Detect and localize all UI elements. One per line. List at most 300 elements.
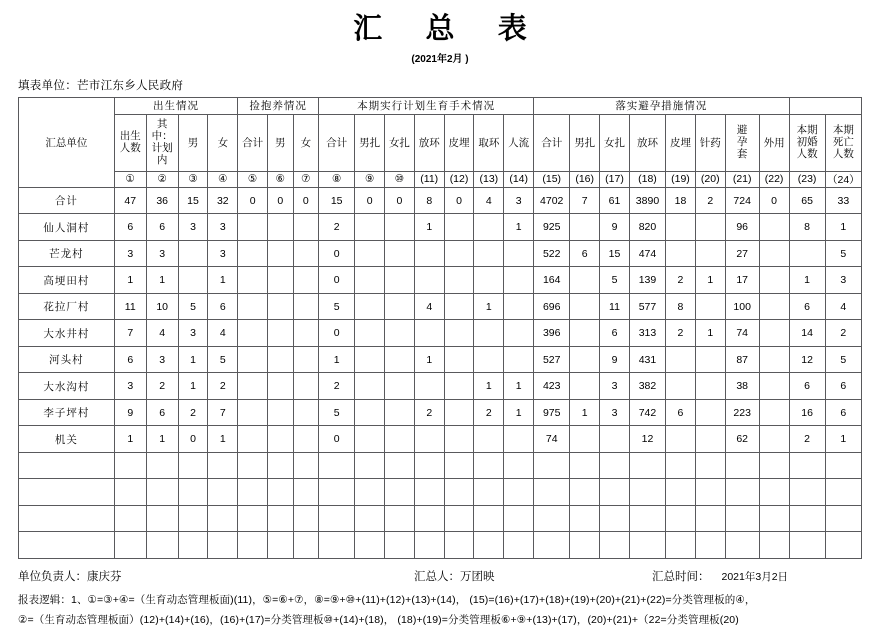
cell-r12-c6 [268,479,294,506]
cell-r6-c8: 0 [319,320,355,347]
cell-r5-c16 [570,293,600,320]
cell-r10-c20 [695,426,725,453]
cell-r13-c1 [114,505,146,532]
cell-r11-c2 [146,452,178,479]
cell-r1-c23: 65 [789,187,825,214]
col-header-21: 避 孕 套 [725,114,759,171]
cell-r3-c3 [178,240,208,267]
cell-r11-c16 [570,452,600,479]
cell-r3-c7 [293,240,319,267]
cell-r12-c21 [725,479,759,506]
cell-r10-c1: 1 [114,426,146,453]
cell-r14-c24 [825,532,861,559]
cell-r5-c20 [695,293,725,320]
cell-r6-c1: 7 [114,320,146,347]
cell-r10-c24: 1 [825,426,861,453]
cell-r2-c17: 9 [600,214,630,241]
cell-r6-c7 [293,320,319,347]
cell-r8-c3: 1 [178,373,208,400]
table-row [19,399,862,426]
cell-r6-c18: 313 [629,320,665,347]
cell-r14-c20 [695,532,725,559]
cell-r2-c8: 2 [319,214,355,241]
cell-r6-c23: 14 [789,320,825,347]
cell-r4-c18: 139 [629,267,665,294]
col-header-20: 针药 [695,114,725,171]
cell-r4-c1: 1 [114,267,146,294]
cell-r13-c19 [666,505,696,532]
cell-r4-c11 [414,267,444,294]
compile-date-value: 2021年3月2日 [721,570,789,583]
cell-r1-c17: 61 [600,187,630,214]
table-row [19,373,862,400]
cell-r10-c10 [385,426,415,453]
col-number-19: (19) [666,171,696,187]
cell-r1-c9: 0 [355,187,385,214]
col-header-1: 出生 人数 [114,114,146,171]
cell-r14-c6 [268,532,294,559]
cell-r9-c19: 6 [666,399,696,426]
col-header-2: 其 中： 计划 内 [146,114,178,171]
cell-r7-c1: 6 [114,346,146,373]
col-number-13: (13) [474,171,504,187]
cell-r1-c2: 36 [146,187,178,214]
cell-r4-c23: 1 [789,267,825,294]
cell-r12-c5 [238,479,268,506]
cell-r7-c23: 12 [789,346,825,373]
cell-r2-c13 [474,214,504,241]
cell-r13-c3 [178,505,208,532]
cell-r10-c3: 0 [178,426,208,453]
cell-r14-c8 [319,532,355,559]
cell-r14-c5 [238,532,268,559]
cell-r13-c9 [355,505,385,532]
col-header-15: 合计 [534,114,570,171]
table-row [19,240,862,267]
cell-r3-c20 [695,240,725,267]
cell-r13-c8 [319,505,355,532]
cell-r4-c6 [268,267,294,294]
cell-r7-c17: 9 [600,346,630,373]
page-title: 汇 总 表 [353,13,545,45]
cell-r11-c22 [759,452,789,479]
cell-r4-c15: 164 [534,267,570,294]
row-label: 高埂田村 [19,267,115,294]
row-label: 花拉厂村 [19,293,115,320]
compile-date-label: 汇总时间： [652,570,710,583]
cell-r11-c6 [268,452,294,479]
cell-r10-c6 [268,426,294,453]
cell-r13-c16 [570,505,600,532]
cell-r5-c5 [238,293,268,320]
cell-r3-c22 [759,240,789,267]
cell-r11-c1 [114,452,146,479]
cell-r1-c18: 3890 [629,187,665,214]
cell-r11-c11 [414,452,444,479]
cell-r4-c10 [385,267,415,294]
cell-r8-c20 [695,373,725,400]
cell-r6-c2: 4 [146,320,178,347]
table-row [19,214,862,241]
cell-r1-c22: 0 [759,187,789,214]
cell-r8-c21: 38 [725,373,759,400]
cell-r8-c18: 382 [629,373,665,400]
cell-r10-c13 [474,426,504,453]
cell-r8-c7 [293,373,319,400]
cell-r14-c4 [208,532,238,559]
cell-r5-c23: 6 [789,293,825,320]
cell-r14-c3 [178,532,208,559]
cell-r1-c5: 0 [238,187,268,214]
cell-r7-c24: 5 [825,346,861,373]
cell-r3-c15: 522 [534,240,570,267]
cell-r12-c9 [355,479,385,506]
cell-r8-c22 [759,373,789,400]
table-row [19,346,862,373]
row-label [19,479,115,506]
cell-r10-c2: 1 [146,426,178,453]
cell-r5-c12 [444,293,474,320]
col-number-3: ③ [178,171,208,187]
compiler-label: 汇总人： [414,570,460,583]
cell-r14-c12 [444,532,474,559]
cell-r3-c12 [444,240,474,267]
cell-r3-c6 [268,240,294,267]
cell-r12-c16 [570,479,600,506]
cell-r4-c8: 0 [319,267,355,294]
filler-unit-line [18,77,880,93]
cell-r10-c5 [238,426,268,453]
cell-r9-c14: 1 [504,399,534,426]
cell-r3-c1: 3 [114,240,146,267]
cell-r2-c19 [666,214,696,241]
cell-r6-c4: 4 [208,320,238,347]
cell-r1-c8: 15 [319,187,355,214]
cell-r7-c18: 431 [629,346,665,373]
cell-r4-c22 [759,267,789,294]
group-header-3: 本期实行计划生育手术情况 [319,97,534,114]
cell-r7-c13 [474,346,504,373]
cell-r7-c12 [444,346,474,373]
cell-r13-c17 [600,505,630,532]
col-header-6: 男 [268,114,294,171]
cell-r1-c19: 18 [666,187,696,214]
cell-r5-c11: 4 [414,293,444,320]
cell-r7-c16 [570,346,600,373]
cell-r10-c17 [600,426,630,453]
cell-r5-c8: 5 [319,293,355,320]
cell-r4-c21: 17 [725,267,759,294]
cell-r2-c22 [759,214,789,241]
cell-r9-c9 [355,399,385,426]
cell-r2-c12 [444,214,474,241]
col-number-4: ④ [208,171,238,187]
cell-r4-c7 [293,267,319,294]
col-number-23: (23) [789,171,825,187]
cell-r12-c18 [629,479,665,506]
cell-r13-c21 [725,505,759,532]
table-container [18,97,862,559]
col-header-13: 取环 [474,114,504,171]
cell-r4-c19: 2 [666,267,696,294]
cell-r4-c3 [178,267,208,294]
col-number-5: ⑤ [238,171,268,187]
cell-r3-c21: 27 [725,240,759,267]
cell-r6-c3: 3 [178,320,208,347]
cell-r12-c10 [385,479,415,506]
cell-r2-c9 [355,214,385,241]
group-header-1: 出生情况 [114,97,237,114]
row-label [19,532,115,559]
cell-r3-c17: 15 [600,240,630,267]
cell-r10-c9 [355,426,385,453]
col-header-17: 女扎 [600,114,630,171]
cell-r1-c14: 3 [504,187,534,214]
cell-r11-c9 [355,452,385,479]
col-number-12: (12) [444,171,474,187]
cell-r8-c17: 3 [600,373,630,400]
footer-note-line-2: ②=（生育动态管理板面）(12)+(14)+(16)，(16)+(17)=分类管理板⑩+(14)+(18)， (18)+(19)=分类管理板⑥+⑨+(13)+(17)，(20)+(21)+（22=分类管理板(20) [18,614,739,627]
cell-r9-c1: 9 [114,399,146,426]
footer-notes [18,590,862,631]
cell-r10-c22 [759,426,789,453]
cell-r13-c7 [293,505,319,532]
cell-r3-c24: 5 [825,240,861,267]
cell-r4-c24: 3 [825,267,861,294]
col-header-23: 本期 初婚 人数 [789,114,825,171]
col-number-1: ① [114,171,146,187]
cell-r4-c16 [570,267,600,294]
row-label [19,505,115,532]
cell-r7-c11: 1 [414,346,444,373]
cell-r1-c13: 4 [474,187,504,214]
cell-r9-c10 [385,399,415,426]
cell-r5-c6 [268,293,294,320]
cell-r14-c1 [114,532,146,559]
cell-r11-c8 [319,452,355,479]
cell-r2-c23: 8 [789,214,825,241]
cell-r1-c1: 47 [114,187,146,214]
cell-r10-c14 [504,426,534,453]
row-label: 仙人洞村 [19,214,115,241]
row-label: 机关 [19,426,115,453]
col-header-5: 合计 [238,114,268,171]
cell-r6-c9 [355,320,385,347]
cell-r2-c15: 925 [534,214,570,241]
row-label: 大水沟村 [19,373,115,400]
cell-r13-c12 [444,505,474,532]
cell-r12-c13 [474,479,504,506]
cell-r2-c3: 3 [178,214,208,241]
cell-r13-c24 [825,505,861,532]
responsible-person-value: 康庆芬 [87,570,122,583]
cell-r10-c19 [666,426,696,453]
cell-r8-c14: 1 [504,373,534,400]
summary-table [18,97,862,559]
col-number-17: (17) [600,171,630,187]
cell-r14-c23 [789,532,825,559]
cell-r10-c7 [293,426,319,453]
cell-r6-c17: 6 [600,320,630,347]
cell-r5-c2: 10 [146,293,178,320]
col-header-3: 男 [178,114,208,171]
cell-r9-c21: 223 [725,399,759,426]
responsible-person [18,568,122,584]
cell-r4-c20: 1 [695,267,725,294]
cell-r6-c14 [504,320,534,347]
cell-r8-c5 [238,373,268,400]
cell-r6-c12 [444,320,474,347]
cell-r8-c11 [414,373,444,400]
cell-r1-c4: 32 [208,187,238,214]
table-row [19,320,862,347]
cell-r11-c5 [238,452,268,479]
cell-r1-c24: 33 [825,187,861,214]
cell-r10-c11 [414,426,444,453]
cell-r5-c3: 5 [178,293,208,320]
table-head [19,97,862,187]
cell-r1-c6: 0 [268,187,294,214]
cell-r10-c18: 12 [629,426,665,453]
cell-r8-c24: 6 [825,373,861,400]
cell-r7-c22 [759,346,789,373]
cell-r8-c15: 423 [534,373,570,400]
cell-r14-c13 [474,532,504,559]
cell-r13-c5 [238,505,268,532]
group-header-row [19,97,862,114]
compiler-value: 万团映 [460,570,495,583]
col-header-7: 女 [293,114,319,171]
cell-r12-c8 [319,479,355,506]
row-label: 李子坪村 [19,399,115,426]
cell-r13-c18 [629,505,665,532]
cell-r6-c15: 396 [534,320,570,347]
cell-r11-c23 [789,452,825,479]
cell-r3-c11 [414,240,444,267]
cell-r11-c12 [444,452,474,479]
cell-r2-c20 [695,214,725,241]
col-header-10: 女扎 [385,114,415,171]
col-header-18: 放环 [629,114,665,171]
cell-r14-c9 [355,532,385,559]
row-label [19,452,115,479]
cell-r6-c5 [238,320,268,347]
cell-r9-c20 [695,399,725,426]
cell-r11-c13 [474,452,504,479]
cell-r14-c2 [146,532,178,559]
cell-r5-c13: 1 [474,293,504,320]
cell-r9-c5 [238,399,268,426]
col-number-21: (21) [725,171,759,187]
responsible-person-label: 单位负责人： [18,570,87,583]
cell-r8-c19 [666,373,696,400]
col-number-2: ② [146,171,178,187]
col-number-6: ⑥ [268,171,294,187]
cell-r3-c5 [238,240,268,267]
cell-r5-c10 [385,293,415,320]
cell-r11-c19 [666,452,696,479]
col-number-22: (22) [759,171,789,187]
cell-r13-c14 [504,505,534,532]
cell-r8-c4: 2 [208,373,238,400]
cell-r2-c16 [570,214,600,241]
cell-r7-c10 [385,346,415,373]
column-number-row [19,171,862,187]
cell-r7-c8: 1 [319,346,355,373]
filler-unit-value: 芒市江东乡人民政府 [77,79,184,92]
cell-r9-c16: 1 [570,399,600,426]
footer-note-line-1: 报表逻辑：1、①=③+④=（生育动态管理板面)(11)，⑤=⑥+⑦，⑧=⑨+⑩+(11)+(12)+(13)+(14)， (15)=(16)+(17)+(18)+(19)+(20)+(21)+(22)=分类管理板的④， [18,593,756,606]
cell-r9-c4: 7 [208,399,238,426]
cell-r12-c24 [825,479,861,506]
cell-r9-c12 [444,399,474,426]
cell-r13-c22 [759,505,789,532]
group-header-2: 捡抱养情况 [238,97,319,114]
cell-r5-c24: 4 [825,293,861,320]
cell-r10-c16 [570,426,600,453]
col-header-8: 合计 [319,114,355,171]
cell-r14-c16 [570,532,600,559]
cell-r3-c18: 474 [629,240,665,267]
cell-r4-c13 [474,267,504,294]
table-row [19,293,862,320]
col-header-19: 皮埋 [666,114,696,171]
cell-r11-c24 [825,452,861,479]
cell-r14-c7 [293,532,319,559]
cell-r7-c4: 5 [208,346,238,373]
cell-r4-c9 [355,267,385,294]
cell-r8-c23: 6 [789,373,825,400]
cell-r11-c3 [178,452,208,479]
cell-r8-c9 [355,373,385,400]
cell-r9-c7 [293,399,319,426]
cell-r12-c7 [293,479,319,506]
cell-r12-c4 [208,479,238,506]
cell-r10-c15: 74 [534,426,570,453]
cell-r6-c11 [414,320,444,347]
cell-r8-c13: 1 [474,373,504,400]
cell-r14-c14 [504,532,534,559]
cell-r3-c23 [789,240,825,267]
cell-r11-c20 [695,452,725,479]
cell-r4-c5 [238,267,268,294]
cell-r8-c8: 2 [319,373,355,400]
cell-r2-c24: 1 [825,214,861,241]
cell-r13-c11 [414,505,444,532]
cell-r12-c11 [414,479,444,506]
col-header-14: 人流 [504,114,534,171]
col-number-9: ⑨ [355,171,385,187]
cell-r12-c22 [759,479,789,506]
group-header-5 [789,97,862,114]
cell-r2-c11: 1 [414,214,444,241]
cell-r11-c21 [725,452,759,479]
cell-r5-c15: 696 [534,293,570,320]
cell-r1-c15: 4702 [534,187,570,214]
cell-r13-c20 [695,505,725,532]
cell-r7-c6 [268,346,294,373]
cell-r12-c17 [600,479,630,506]
table-body [19,187,862,558]
cell-r7-c3: 1 [178,346,208,373]
cell-r6-c10 [385,320,415,347]
cell-r7-c21: 87 [725,346,759,373]
cell-r2-c14: 1 [504,214,534,241]
col-number-8: ⑧ [319,171,355,187]
cell-r14-c17 [600,532,630,559]
cell-r11-c4 [208,452,238,479]
cell-r5-c1: 11 [114,293,146,320]
